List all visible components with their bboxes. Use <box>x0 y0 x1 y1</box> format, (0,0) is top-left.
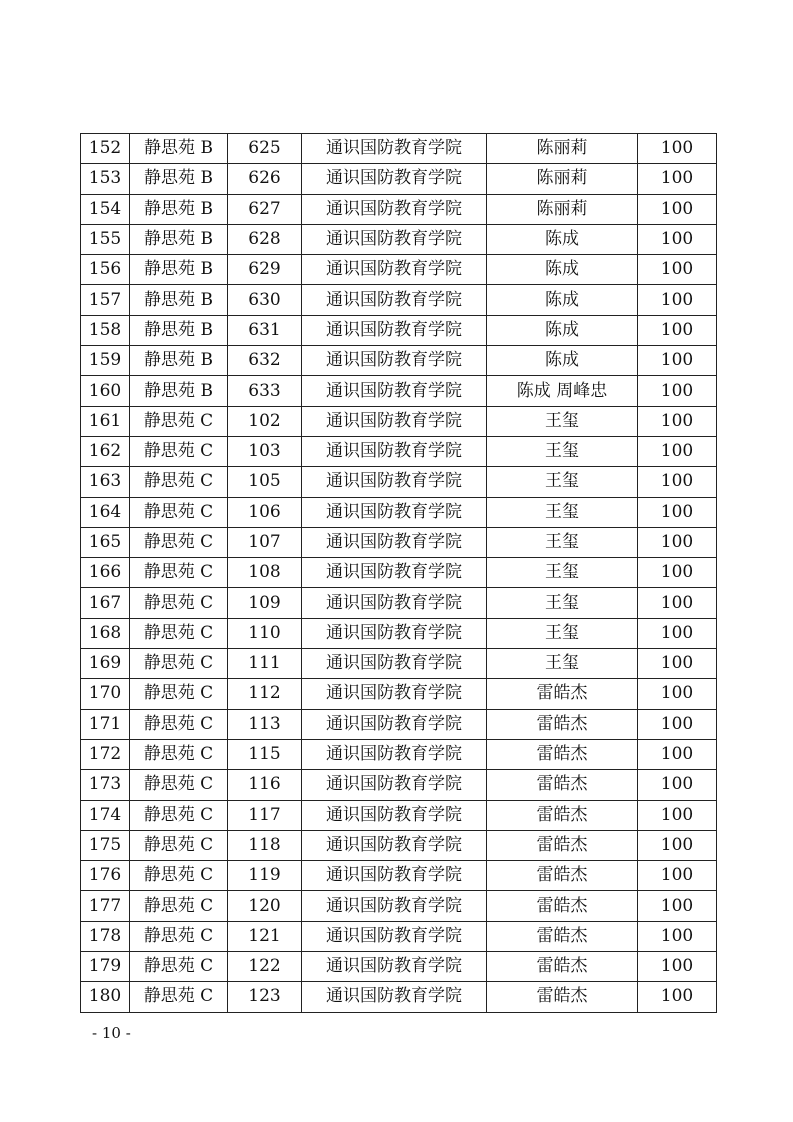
score-cell: 100 <box>638 194 717 224</box>
room-cell: 625 <box>228 134 302 164</box>
score-cell: 100 <box>638 527 717 557</box>
person-cell: 雷皓杰 <box>487 830 638 860</box>
table-row <box>81 982 717 1012</box>
college-cell: 通识国防教育学院 <box>302 436 487 466</box>
person-cell: 王玺 <box>487 558 638 588</box>
building-cell: 静思苑 C <box>130 406 228 436</box>
college-cell: 通识国防教育学院 <box>302 982 487 1012</box>
college-cell: 通识国防教育学院 <box>302 649 487 679</box>
college-cell: 通识国防教育学院 <box>302 315 487 345</box>
person-cell: 雷皓杰 <box>487 861 638 891</box>
building-cell: 静思苑 B <box>130 346 228 376</box>
building-cell: 静思苑 C <box>130 921 228 951</box>
person-cell: 王玺 <box>487 618 638 648</box>
table-row <box>81 527 717 557</box>
college-cell: 通识国防教育学院 <box>302 709 487 739</box>
room-cell: 116 <box>228 770 302 800</box>
row-number-cell: 176 <box>81 861 130 891</box>
row-number-cell: 179 <box>81 952 130 982</box>
table-row <box>81 285 717 315</box>
score-cell: 100 <box>638 255 717 285</box>
score-cell: 100 <box>638 770 717 800</box>
college-cell: 通识国防教育学院 <box>302 830 487 860</box>
table-row <box>81 497 717 527</box>
person-cell: 王玺 <box>487 467 638 497</box>
room-cell: 123 <box>228 982 302 1012</box>
person-cell: 王玺 <box>487 527 638 557</box>
room-cell: 107 <box>228 527 302 557</box>
table-row <box>81 436 717 466</box>
college-cell: 通识国防教育学院 <box>302 497 487 527</box>
college-cell: 通识国防教育学院 <box>302 921 487 951</box>
building-cell: 静思苑 C <box>130 770 228 800</box>
score-cell: 100 <box>638 164 717 194</box>
table-row <box>81 255 717 285</box>
person-cell: 雷皓杰 <box>487 982 638 1012</box>
college-cell: 通识国防教育学院 <box>302 406 487 436</box>
score-cell: 100 <box>638 224 717 254</box>
room-cell: 121 <box>228 921 302 951</box>
page-number: - 10 - <box>92 1024 131 1042</box>
table-row <box>81 164 717 194</box>
row-number-cell: 171 <box>81 709 130 739</box>
college-cell: 通识国防教育学院 <box>302 134 487 164</box>
table-row <box>81 346 717 376</box>
building-cell: 静思苑 C <box>130 982 228 1012</box>
building-cell: 静思苑 C <box>130 618 228 648</box>
building-cell: 静思苑 C <box>130 861 228 891</box>
row-number-cell: 166 <box>81 558 130 588</box>
college-cell: 通识国防教育学院 <box>302 467 487 497</box>
row-number-cell: 162 <box>81 436 130 466</box>
score-cell: 100 <box>638 315 717 345</box>
person-cell: 雷皓杰 <box>487 921 638 951</box>
row-number-cell: 180 <box>81 982 130 1012</box>
person-cell: 雷皓杰 <box>487 709 638 739</box>
room-cell: 102 <box>228 406 302 436</box>
person-cell: 王玺 <box>487 436 638 466</box>
person-cell: 陈成 <box>487 224 638 254</box>
score-cell: 100 <box>638 376 717 406</box>
building-cell: 静思苑 C <box>130 467 228 497</box>
score-cell: 100 <box>638 406 717 436</box>
table-row <box>81 224 717 254</box>
row-number-cell: 156 <box>81 255 130 285</box>
score-cell: 100 <box>638 618 717 648</box>
person-cell: 陈丽莉 <box>487 164 638 194</box>
row-number-cell: 157 <box>81 285 130 315</box>
row-number-cell: 165 <box>81 527 130 557</box>
score-cell: 100 <box>638 558 717 588</box>
person-cell: 陈丽莉 <box>487 134 638 164</box>
row-number-cell: 175 <box>81 830 130 860</box>
row-number-cell: 155 <box>81 224 130 254</box>
college-cell: 通识国防教育学院 <box>302 346 487 376</box>
table-row <box>81 770 717 800</box>
score-cell: 100 <box>638 134 717 164</box>
score-cell: 100 <box>638 709 717 739</box>
person-cell: 雷皓杰 <box>487 891 638 921</box>
room-cell: 110 <box>228 618 302 648</box>
table-row <box>81 830 717 860</box>
table-row <box>81 376 717 406</box>
room-cell: 632 <box>228 346 302 376</box>
row-number-cell: 159 <box>81 346 130 376</box>
score-cell: 100 <box>638 436 717 466</box>
college-cell: 通识国防教育学院 <box>302 618 487 648</box>
table-row <box>81 134 717 164</box>
table-row <box>81 194 717 224</box>
table-row <box>81 891 717 921</box>
room-cell: 105 <box>228 467 302 497</box>
person-cell: 雷皓杰 <box>487 952 638 982</box>
building-cell: 静思苑 B <box>130 315 228 345</box>
table-row <box>81 709 717 739</box>
person-cell: 王玺 <box>487 406 638 436</box>
row-number-cell: 158 <box>81 315 130 345</box>
building-cell: 静思苑 B <box>130 285 228 315</box>
building-cell: 静思苑 C <box>130 497 228 527</box>
room-cell: 103 <box>228 436 302 466</box>
row-number-cell: 164 <box>81 497 130 527</box>
room-cell: 106 <box>228 497 302 527</box>
building-cell: 静思苑 C <box>130 527 228 557</box>
building-cell: 静思苑 B <box>130 134 228 164</box>
person-cell: 陈成 周峰忠 <box>487 376 638 406</box>
score-cell: 100 <box>638 800 717 830</box>
building-cell: 静思苑 C <box>130 739 228 769</box>
college-cell: 通识国防教育学院 <box>302 285 487 315</box>
score-cell: 100 <box>638 679 717 709</box>
room-cell: 118 <box>228 830 302 860</box>
college-cell: 通识国防教育学院 <box>302 224 487 254</box>
person-cell: 陈丽莉 <box>487 194 638 224</box>
room-cell: 112 <box>228 679 302 709</box>
building-cell: 静思苑 C <box>130 588 228 618</box>
building-cell: 静思苑 B <box>130 255 228 285</box>
row-number-cell: 160 <box>81 376 130 406</box>
college-cell: 通识国防教育学院 <box>302 527 487 557</box>
row-number-cell: 169 <box>81 649 130 679</box>
room-cell: 108 <box>228 558 302 588</box>
row-number-cell: 173 <box>81 770 130 800</box>
college-cell: 通识国防教育学院 <box>302 376 487 406</box>
person-cell: 雷皓杰 <box>487 770 638 800</box>
table-row <box>81 679 717 709</box>
table-row <box>81 467 717 497</box>
building-cell: 静思苑 C <box>130 649 228 679</box>
score-cell: 100 <box>638 861 717 891</box>
person-cell: 陈成 <box>487 346 638 376</box>
score-cell: 100 <box>638 982 717 1012</box>
person-cell: 王玺 <box>487 649 638 679</box>
row-number-cell: 172 <box>81 739 130 769</box>
room-cell: 626 <box>228 164 302 194</box>
score-cell: 100 <box>638 649 717 679</box>
row-number-cell: 168 <box>81 618 130 648</box>
person-cell: 陈成 <box>487 255 638 285</box>
building-cell: 静思苑 B <box>130 376 228 406</box>
row-number-cell: 170 <box>81 679 130 709</box>
table-row <box>81 861 717 891</box>
college-cell: 通识国防教育学院 <box>302 891 487 921</box>
room-cell: 630 <box>228 285 302 315</box>
room-cell: 115 <box>228 739 302 769</box>
room-cell: 122 <box>228 952 302 982</box>
room-cell: 117 <box>228 800 302 830</box>
person-cell: 雷皓杰 <box>487 679 638 709</box>
room-cell: 627 <box>228 194 302 224</box>
college-cell: 通识国防教育学院 <box>302 861 487 891</box>
score-cell: 100 <box>638 739 717 769</box>
score-cell: 100 <box>638 891 717 921</box>
person-cell: 陈成 <box>487 315 638 345</box>
building-cell: 静思苑 B <box>130 164 228 194</box>
room-cell: 628 <box>228 224 302 254</box>
person-cell: 王玺 <box>487 588 638 618</box>
room-cell: 111 <box>228 649 302 679</box>
building-cell: 静思苑 C <box>130 709 228 739</box>
row-number-cell: 153 <box>81 164 130 194</box>
person-cell: 雷皓杰 <box>487 739 638 769</box>
building-cell: 静思苑 C <box>130 891 228 921</box>
table-row <box>81 618 717 648</box>
college-cell: 通识国防教育学院 <box>302 255 487 285</box>
room-cell: 119 <box>228 861 302 891</box>
score-cell: 100 <box>638 921 717 951</box>
table-row <box>81 315 717 345</box>
row-number-cell: 152 <box>81 134 130 164</box>
dormitory-table <box>80 133 717 1013</box>
score-cell: 100 <box>638 285 717 315</box>
college-cell: 通识国防教育学院 <box>302 739 487 769</box>
room-cell: 113 <box>228 709 302 739</box>
building-cell: 静思苑 C <box>130 436 228 466</box>
building-cell: 静思苑 B <box>130 224 228 254</box>
row-number-cell: 161 <box>81 406 130 436</box>
row-number-cell: 178 <box>81 921 130 951</box>
building-cell: 静思苑 C <box>130 679 228 709</box>
table-row <box>81 406 717 436</box>
room-cell: 629 <box>228 255 302 285</box>
college-cell: 通识国防教育学院 <box>302 194 487 224</box>
row-number-cell: 167 <box>81 588 130 618</box>
table-row <box>81 800 717 830</box>
row-number-cell: 163 <box>81 467 130 497</box>
building-cell: 静思苑 B <box>130 194 228 224</box>
table-body <box>81 134 717 1013</box>
room-cell: 120 <box>228 891 302 921</box>
table-row <box>81 588 717 618</box>
room-cell: 109 <box>228 588 302 618</box>
college-cell: 通识国防教育学院 <box>302 800 487 830</box>
college-cell: 通识国防教育学院 <box>302 588 487 618</box>
score-cell: 100 <box>638 830 717 860</box>
building-cell: 静思苑 C <box>130 558 228 588</box>
score-cell: 100 <box>638 467 717 497</box>
table-row <box>81 921 717 951</box>
table-row <box>81 649 717 679</box>
score-cell: 100 <box>638 588 717 618</box>
score-cell: 100 <box>638 346 717 376</box>
score-cell: 100 <box>638 952 717 982</box>
building-cell: 静思苑 C <box>130 830 228 860</box>
table-row <box>81 739 717 769</box>
row-number-cell: 177 <box>81 891 130 921</box>
person-cell: 陈成 <box>487 285 638 315</box>
room-cell: 633 <box>228 376 302 406</box>
table-row <box>81 558 717 588</box>
table-row <box>81 952 717 982</box>
row-number-cell: 174 <box>81 800 130 830</box>
college-cell: 通识国防教育学院 <box>302 770 487 800</box>
college-cell: 通识国防教育学院 <box>302 558 487 588</box>
building-cell: 静思苑 C <box>130 800 228 830</box>
row-number-cell: 154 <box>81 194 130 224</box>
person-cell: 王玺 <box>487 497 638 527</box>
building-cell: 静思苑 C <box>130 952 228 982</box>
score-cell: 100 <box>638 497 717 527</box>
college-cell: 通识国防教育学院 <box>302 164 487 194</box>
college-cell: 通识国防教育学院 <box>302 679 487 709</box>
room-cell: 631 <box>228 315 302 345</box>
person-cell: 雷皓杰 <box>487 800 638 830</box>
college-cell: 通识国防教育学院 <box>302 952 487 982</box>
